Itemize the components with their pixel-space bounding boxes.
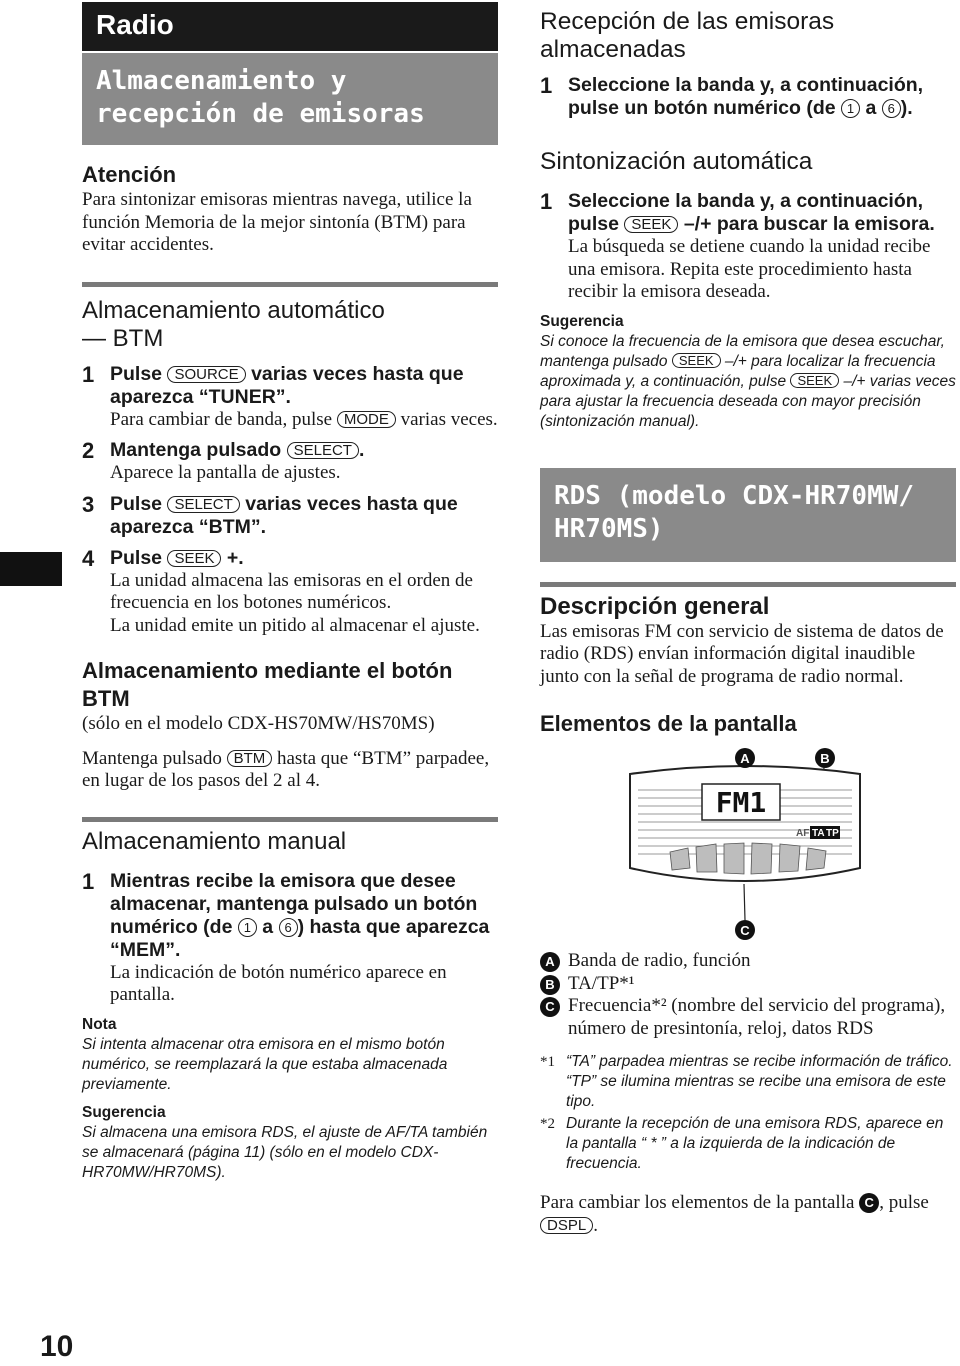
auto-step-1: 1 Pulse SOURCE varias veces hasta que aparezca “TUNER”. Para cambiar de banda, pulse MODE varias veces.: [82, 361, 498, 430]
svg-text:B: B: [820, 751, 830, 766]
legend-item-a: A Banda de radio, función: [540, 950, 956, 973]
footnotes: [540, 1052, 956, 1174]
overview-text: Las emisoras FM con servicio de sistema de datos de radio (RDS) envían información digital inaudible junto con la señal de programa de radio normal.: [540, 620, 944, 687]
auto-store-title: Almacenamiento automático — BTM: [82, 296, 385, 352]
auto-store-section: [82, 297, 498, 638]
manual-store-title: Almacenamiento manual: [82, 827, 347, 855]
badge-c: C: [859, 1193, 879, 1213]
btm-button-subtitle: (sólo en el modelo CDX-HS70MW/HS70MS): [82, 713, 435, 734]
auto-step-4: 4 Pulse SEEK +. La unidad almacena las emisoras en el orden de frecuencia en los botones numéricos. La unidad emite un pitido al almacenar el ajuste.: [82, 545, 480, 636]
preset-1-button: 1: [841, 99, 860, 118]
right-column: [540, 0, 956, 1237]
sugerencia-block: Sugerencia Si almacena una emisora RDS, el ajuste de AF/TA también se almacenará (página 11) (sólo en el modelo CDX-HR70MW/HR70MS).: [82, 1103, 488, 1181]
band-indicator-text: FM1: [715, 786, 767, 819]
seek-button: SEEK: [167, 550, 221, 567]
select-button: SELECT: [167, 496, 239, 513]
display-illustration: [540, 744, 956, 944]
manual-store-section: [82, 828, 498, 1183]
display-change-text: Para cambiar los elementos de la pantalla C , pulse DSPL .: [540, 1192, 929, 1236]
badge-c: C: [540, 997, 560, 1017]
svg-text:A: A: [740, 751, 750, 766]
left-column: [82, 0, 498, 1183]
subsection-banner: Almacenamiento y recepción de emisoras: [82, 53, 498, 145]
nota-block: Nota Si intenta almacenar otra emisora en el mismo botón numérico, se reemplazará la que estaba almacenada previamente.: [82, 1015, 448, 1093]
stored-reception-section: [540, 8, 956, 120]
preset-1-button: 1: [238, 918, 257, 937]
auto-step-3: 3 Pulse SELECT varias veces hasta que aparezca “BTM”.: [82, 491, 458, 538]
rds-banner: RDS (modelo CDX-HR70MW/ HR70MS): [540, 468, 956, 562]
atencion-text: Para sintonizar emisoras mientras navega, utilice la función Memoria de la mejor sintonía (BTM) para evitar accidentes.: [82, 189, 472, 255]
tp-indicator: TP: [826, 828, 839, 839]
page-number: 10: [40, 1330, 74, 1363]
overview-title: Descripción general: [540, 592, 770, 620]
seek-button: SEEK: [672, 353, 721, 368]
callout-line-c: [744, 884, 745, 920]
footnote-1: *1 “TA” parpadea mientras se recibe información de tráfico. “TP” se ilumina mientras se recibe una emisora de este tipo.: [540, 1053, 953, 1110]
btm-button: BTM: [227, 750, 273, 767]
preset-6-button: 6: [882, 99, 901, 118]
divider: [82, 282, 498, 287]
display-items-title: Elementos de la pantalla: [540, 711, 797, 736]
badge-a: A: [540, 952, 560, 972]
auto-tuning-section: [540, 148, 956, 432]
af-indicator: AF: [796, 828, 810, 839]
btm-button-text: Mantenga pulsado BTM hasta que “BTM” parpadee, en lugar de los pasos del 2 al 4.: [82, 747, 490, 791]
legend-item-b: B TA/TP*¹: [540, 973, 956, 996]
overview-section: [540, 593, 956, 689]
auto-step-2: 2 Mantenga pulsado SELECT . Aparece la pantalla de ajustes.: [82, 438, 365, 483]
auto-tuning-title: Sintonización automática: [540, 148, 813, 175]
atencion-title: Atención: [82, 162, 177, 187]
display-items-section: [540, 710, 956, 1237]
manual-step-1: 1 Mientras recibe la emisora que desee almacenar, mantenga pulsado un botón numérico (de 1 a 6 ) hasta que aparezca “MEM”. La indicación de botón numérico aparece en pantalla.: [82, 868, 490, 1005]
divider: [540, 582, 956, 587]
btm-button-section: [82, 657, 498, 793]
legend-item-c: C Frecuencia*² (nombre del servicio del programa), número de presintonía, reloj, datos RDS: [540, 995, 956, 1040]
stored-reception-title: Recepción de las emisoras almacenadas: [540, 8, 835, 63]
section-banner-radio: Radio: [82, 2, 498, 51]
seek-button: SEEK: [790, 373, 839, 388]
preset-6-button: 6: [279, 918, 298, 937]
tuning-step-1: 1 Seleccione la banda y, a continuación, pulse SEEK –/+ para buscar la emisora. La búsqueda se detiene cuando la unidad recibe una emisora. Repita este procedimiento hasta recibir la emisora deseada.: [540, 189, 935, 302]
section-tab-marker: [0, 552, 62, 586]
display-legend: [540, 950, 956, 1040]
reception-step-1: 1 Seleccione la banda y, a continuación, pulse un botón numérico (de 1 a 6 ).: [540, 73, 924, 119]
source-button: SOURCE: [167, 366, 245, 383]
seek-button: SEEK: [624, 216, 678, 233]
atencion-block: [82, 161, 498, 257]
select-button: SELECT: [287, 442, 359, 459]
dspl-button: DSPL: [540, 1217, 593, 1234]
ta-indicator: TA: [812, 828, 825, 839]
mode-button: MODE: [337, 411, 396, 428]
svg-text:C: C: [740, 923, 750, 938]
display-diagram: [540, 744, 956, 944]
btm-button-title: Almacenamiento mediante el botón BTM: [82, 658, 453, 711]
footnote-2: *2 Durante la recepción de una emisora RDS, aparece en la pantalla “ * ” a la izquierda de la indicación de frecuencia.: [540, 1115, 944, 1172]
divider: [82, 817, 498, 822]
badge-b: B: [540, 975, 560, 995]
tuning-tip-block: Sugerencia Si conoce la frecuencia de la emisora que desea escuchar, mantenga pulsado SEEK –/+ para localizar la frecuencia aproximada y, a continuación, pulse SEEK –/+ varias veces para ajustar la frecuencia deseada con mayor precisión (sintonización manual).: [540, 312, 956, 430]
